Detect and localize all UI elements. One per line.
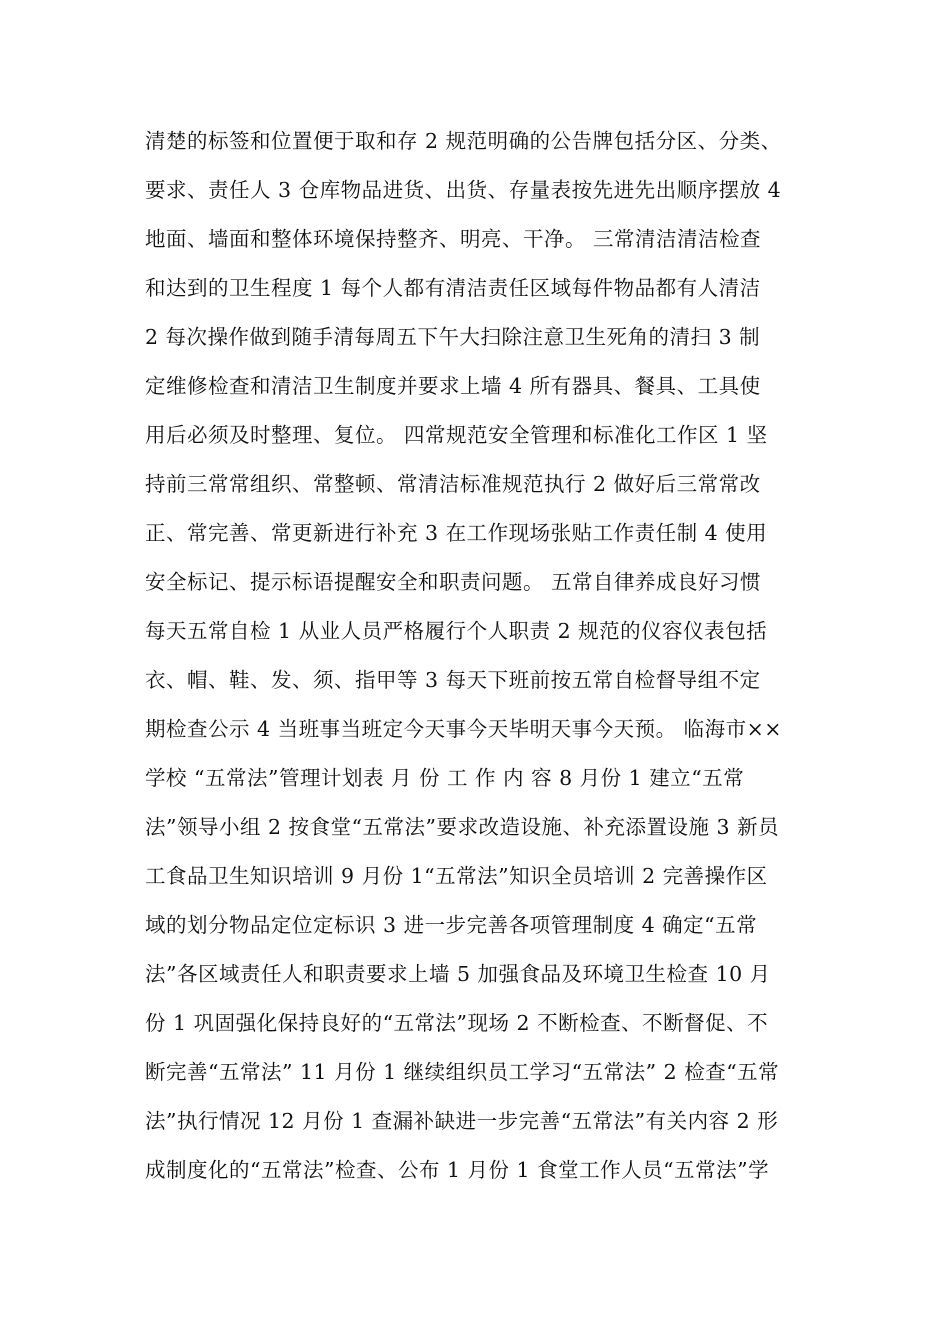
text-line: 每天五常自检 1 从业人员严格履行个人职责 2 规范的仪容仪表包括: [145, 619, 768, 643]
text-line: 法”执行情况 12 月份 1 查漏补缺进一步完善“五常法”有关内容 2 形: [145, 1109, 779, 1133]
text-line: 正、常完善、常更新进行补充 3 在工作现场张贴工作责任制 4 使用: [145, 521, 768, 545]
text-line: 安全标记、提示标语提醒安全和职责问题。 五常自律养成良好习惯: [145, 570, 762, 594]
text-line: 断完善“五常法” 11 月份 1 继续组织员工学习“五常法” 2 检查“五常: [145, 1060, 780, 1084]
text-line: 期检查公示 4 当班事当班定今天事今天毕明天事今天预。 临海市××: [145, 717, 782, 741]
text-line: 工食品卫生知识培训 9 月份 1“五常法”知识全员培训 2 完善操作区: [145, 864, 768, 888]
text-line: 成制度化的“五常法”检查、公布 1 月份 1 食堂工作人员“五常法”学: [145, 1158, 770, 1182]
text-line: 域的划分物品定位定标识 3 进一步完善各项管理制度 4 确定“五常: [145, 913, 758, 937]
text-line: 和达到的卫生程度 1 每个人都有清洁责任区域每件物品都有人清洁: [145, 276, 761, 300]
text-line: 法”领导小组 2 按食堂“五常法”要求改造设施、补充添置设施 3 新员: [145, 815, 780, 839]
text-line: 份 1 巩固强化保持良好的“五常法”现场 2 不断检查、不断督促、不: [145, 1011, 769, 1035]
text-line: 学校 “五常法”管理计划表 月 份 工 作 内 容 8 月份 1 建立“五常: [145, 766, 745, 790]
text-line: 衣、帽、鞋、发、须、指甲等 3 每天下班前按五常自检督导组不定: [145, 668, 761, 692]
body-text: [145, 117, 825, 1195]
text-line: 要求、责任人 3 仓库物品进货、出货、存量表按先进先出顺序摆放 4: [145, 178, 782, 202]
text-line: 法”各区域责任人和职责要求上墙 5 加强食品及环境卫生检查 10 月: [145, 962, 771, 986]
text-line: 定维修检查和清洁卫生制度并要求上墙 4 所有器具、餐具、工具使: [145, 374, 761, 398]
text-line: 2 每次操作做到随手清每周五下午大扫除注意卫生死角的清扫 3 制: [145, 325, 761, 349]
text-line: 地面、墙面和整体环境保持整齐、明亮、干净。 三常清洁清洁检查: [145, 227, 762, 251]
text-line: 清楚的标签和位置便于取和存 2 规范明确的公告牌包括分区、分类、: [145, 129, 782, 153]
text-line: 用后必须及时整理、复位。 四常规范安全管理和标准化工作区 1 坚: [145, 423, 768, 447]
text-line: 持前三常常组织、常整顿、常清洁标准规范执行 2 做好后三常常改: [145, 472, 761, 496]
